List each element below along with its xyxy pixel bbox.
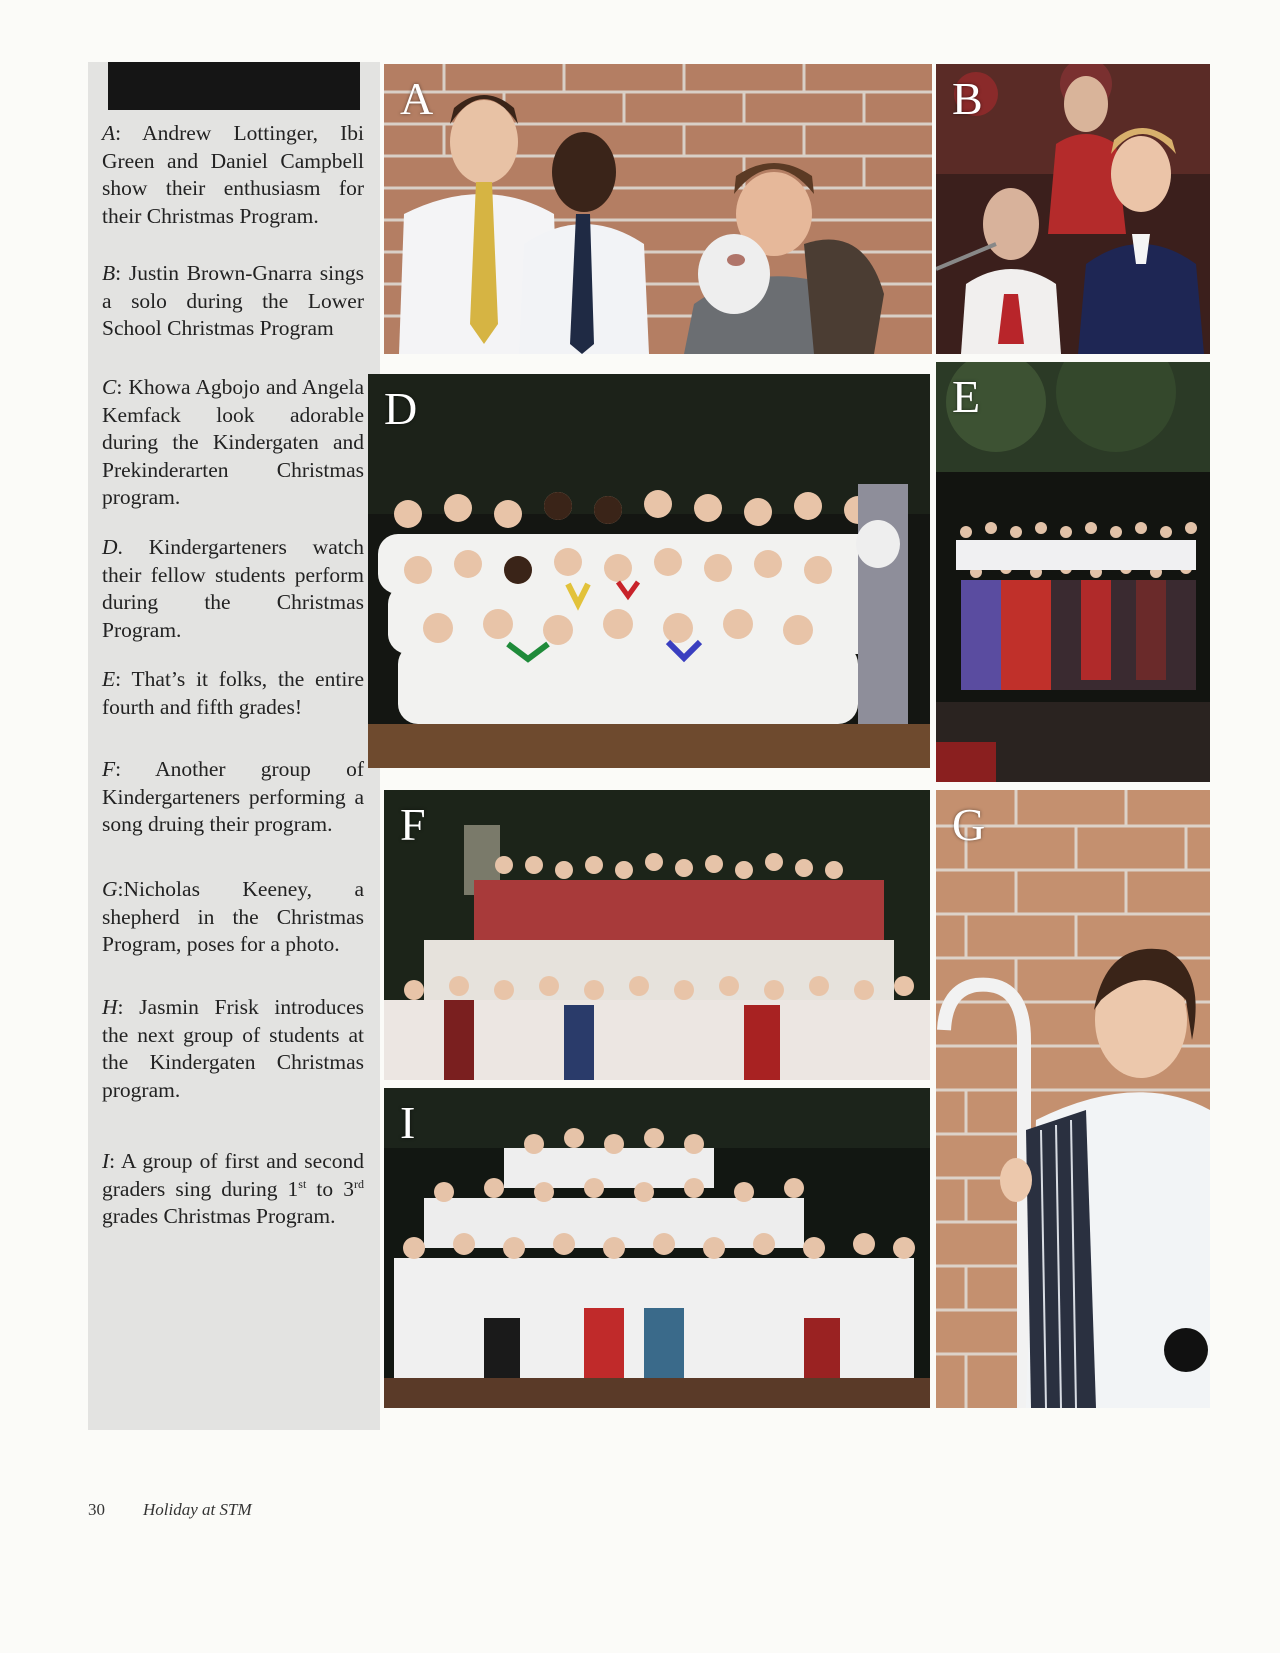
photo-letter: E: [952, 371, 981, 422]
caption-a: [102, 120, 364, 230]
photo-letter: G: [952, 799, 986, 850]
photo-d-image: [368, 374, 930, 768]
caption-superscript: st: [298, 1176, 307, 1191]
photo-f-image: [384, 790, 930, 1080]
caption-letter: E: [102, 667, 116, 691]
photo-letter: F: [400, 799, 426, 850]
caption-text: : A group of first and second graders sing during 1: [102, 1149, 364, 1201]
caption-letter: D: [102, 535, 118, 559]
photo-a: [384, 64, 932, 354]
caption-letter: I: [102, 1149, 110, 1173]
caption-letter: F: [102, 757, 116, 781]
caption-text: grades Christmas Program.: [102, 1204, 336, 1228]
caption-letter: A: [102, 121, 116, 145]
caption-c: [102, 374, 364, 512]
caption-b: [102, 260, 364, 343]
caption-i: [102, 1148, 364, 1231]
photo-f: [384, 790, 930, 1080]
photo-d: [368, 374, 930, 768]
photo-g-image: [936, 790, 1210, 1408]
caption-f: [102, 756, 364, 839]
photo-letter: D: [384, 383, 418, 434]
photo-e: [936, 362, 1210, 782]
photo-letter: B: [952, 73, 983, 124]
caption-text: :Nicholas Keeney, a shepherd in the Christmas Program, poses for a photo.: [102, 877, 364, 956]
caption-text: : Jasmin Frisk introduces the next group of students at the Kindergaten Christmas program.: [102, 995, 364, 1102]
caption-letter: G: [102, 877, 118, 901]
page-number: 30: [88, 1500, 105, 1519]
caption-e: [102, 666, 364, 721]
caption-g: [102, 876, 364, 959]
header-bar: [108, 62, 360, 110]
caption-text: . Kindergarteners watch their fellow students perform during the Christmas Program.: [102, 535, 364, 642]
photo-i-image: [384, 1088, 930, 1408]
caption-letter: B: [102, 261, 116, 285]
photo-a-image: [384, 64, 932, 354]
photo-letter: I: [400, 1097, 416, 1148]
caption-superscript: rd: [354, 1176, 364, 1191]
caption-d: [102, 534, 364, 644]
photo-g: [936, 790, 1210, 1408]
photo-b: [936, 64, 1210, 354]
section-title: Holiday at STM: [143, 1500, 252, 1519]
photo-i: [384, 1088, 930, 1408]
caption-text: : Andrew Lottinger, Ibi Green and Daniel Campbell show their enthusiasm for their Christmas Program.: [102, 121, 364, 228]
caption-sidebar: [88, 62, 380, 1430]
photo-letter: A: [400, 73, 434, 124]
caption-text: : Khowa Agbojo and Angela Kemfack look adorable during the Kindergaten and Prekinderarten Christmas program.: [102, 375, 364, 509]
photo-e-image: [936, 362, 1210, 782]
caption-letter: C: [102, 375, 117, 399]
caption-h: [102, 994, 364, 1104]
caption-text: to 3: [306, 1176, 354, 1201]
caption-text: : Another group of Kindergarteners performing a song druing their program.: [102, 757, 364, 836]
caption-letter: H: [102, 995, 118, 1019]
caption-text: : That’s it folks, the entire fourth and fifth grades!: [102, 667, 364, 719]
caption-text: : Justin Brown-Gnarra sings a solo during the Lower School Christmas Program: [102, 261, 364, 340]
page-footer: [88, 1500, 252, 1520]
